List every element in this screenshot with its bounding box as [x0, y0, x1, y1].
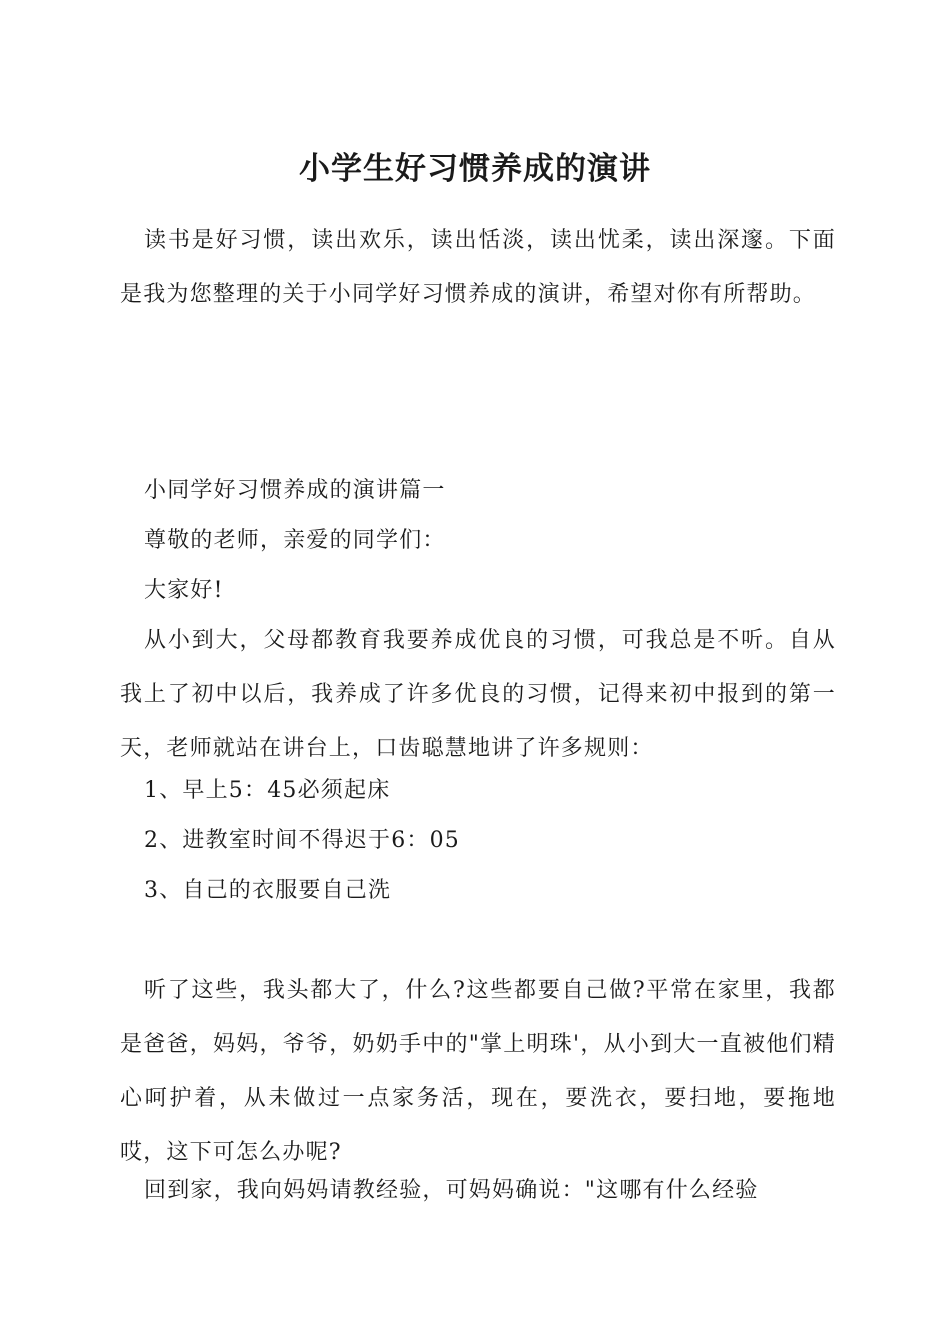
rule-item-1: 1、早上5：45必须起床	[144, 778, 391, 803]
greeting-line: 尊敬的老师，亲爱的同学们：	[144, 528, 446, 553]
body-paragraph-2: 听了这些，我头都大了，什么?这些都要自己做?平常在家里，我都是爸爸，妈妈，爷爷，奶奶手中的"掌上明珠'，从小到大一直被他们精心呵护着，从未做过一点家务活，现在，要洗衣，要扫地，要拖地哎，这下可怎么办呢?	[120, 978, 836, 1165]
rule-item-3: 3、自己的衣服要自己洗	[144, 878, 392, 903]
rule-item-2: 2、进教室时间不得迟于6：05	[144, 828, 460, 853]
hello-line: 大家好!	[144, 578, 224, 603]
intro-paragraph: 读书是好习惯，读出欢乐，读出恬淡，读出忧柔，读出深邃。下面是我为您整理的关于小同学好习惯养成的演讲，希望对你有所帮助。	[120, 228, 836, 307]
body-paragraph-1: 从小到大，父母都教育我要养成优良的习惯，可我总是不听。自从我上了初中以后，我养成了许多优良的习惯，记得来初中报到的第一天，老师就站在讲台上，口齿聪慧地讲了许多规则：	[120, 628, 836, 761]
body-paragraph-3: 回到家，我向妈妈请教经验，可妈妈确说："这哪有什么经验	[144, 1178, 759, 1203]
section-heading: 小同学好习惯养成的演讲篇一	[144, 478, 446, 503]
document-title: 小学生好习惯养成的演讲	[299, 151, 651, 187]
